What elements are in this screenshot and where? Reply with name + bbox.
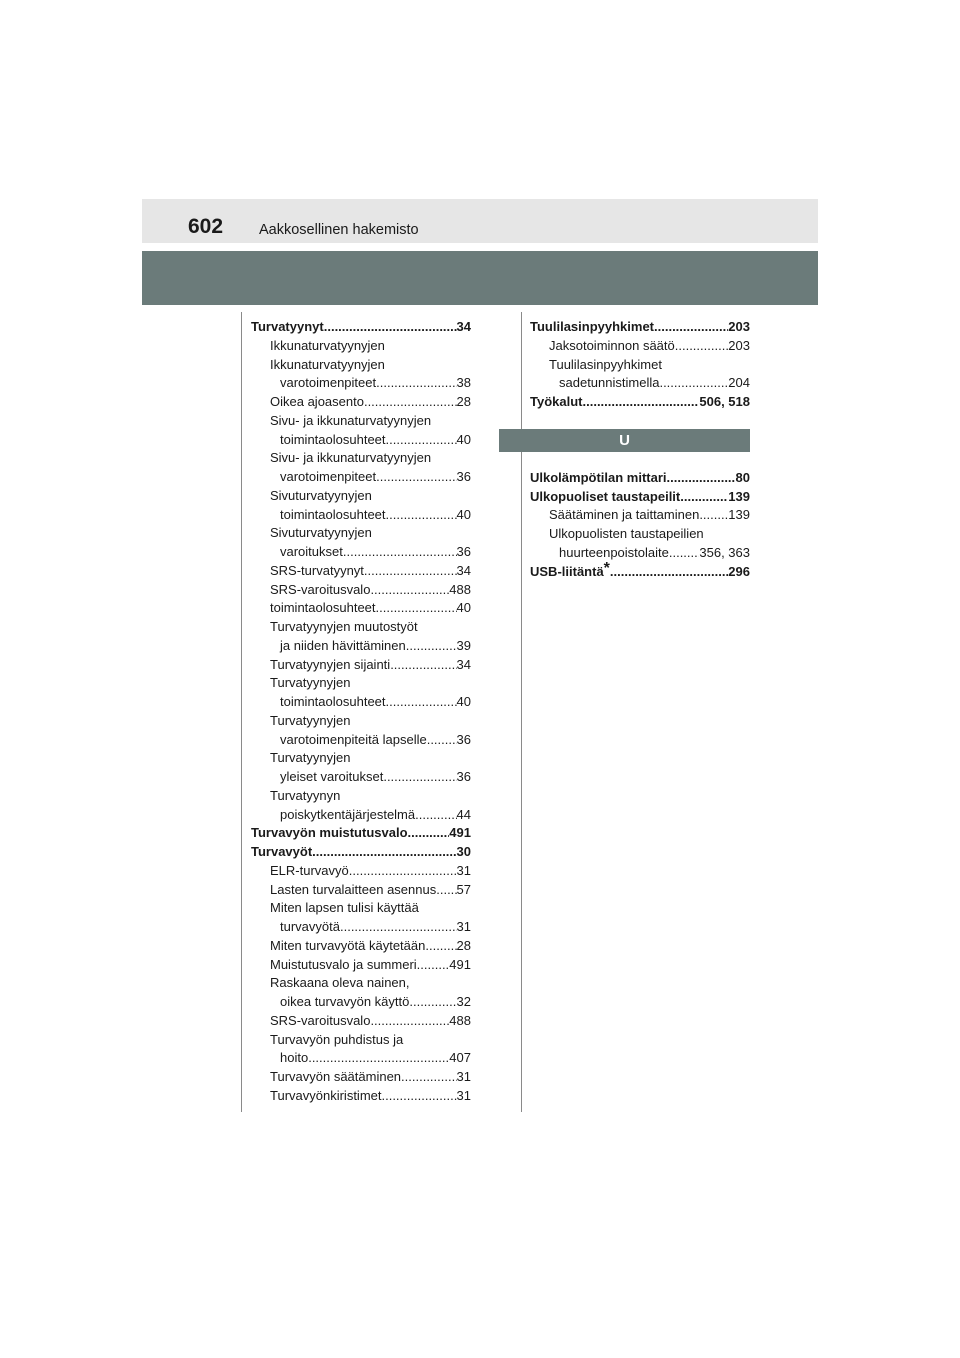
index-term: Turvatyynyjen muutostyöt [270, 619, 418, 634]
dot-leader [390, 656, 456, 675]
index-entry [251, 487, 471, 506]
page-reference: 40 [456, 431, 471, 447]
index-term: Jaksotoiminnon säätö [549, 337, 675, 353]
running-head-title: Aakkosellinen hakemisto [259, 222, 419, 238]
index-entry [251, 524, 471, 543]
dot-leader [417, 956, 450, 975]
index-entry [530, 544, 750, 563]
index-entry [251, 618, 471, 637]
index-term: Tuulilasinpyyhkimet [530, 319, 655, 334]
index-entry [251, 1049, 471, 1068]
dot-leader [376, 468, 456, 487]
index-entry [251, 562, 471, 581]
page-reference: 31 [456, 862, 471, 878]
index-entry [251, 1031, 471, 1050]
index-term: varotoimenpiteitä lapselle [280, 731, 427, 747]
dot-leader [415, 806, 456, 825]
index-term: Miten lapsen tulisi käyttää [270, 900, 419, 916]
index-entry [251, 806, 471, 825]
index-entry [251, 824, 471, 843]
index-term: ELR-turvavyö [270, 862, 349, 878]
dot-leader [386, 431, 457, 450]
index-term: sadetunnistimella [559, 375, 660, 391]
index-term: varotoimenpiteet [280, 469, 377, 484]
page-reference: 39 [456, 637, 471, 653]
index-column-right [530, 318, 750, 581]
index-term: Turvatyynyjen [270, 675, 351, 691]
index-entry [251, 393, 471, 412]
index-entry [251, 956, 471, 975]
index-column-left [251, 318, 471, 1106]
page-reference: 491 [449, 825, 471, 841]
index-entry [251, 337, 471, 356]
index-entry [251, 787, 471, 806]
page-reference: 488 [449, 581, 471, 597]
index-term: Turvatyynyjen sijainti [270, 656, 391, 672]
page-reference: 38 [456, 375, 471, 391]
index-entry [251, 468, 471, 487]
header-bar [142, 251, 818, 305]
index-term: Turvatyynyt [251, 319, 324, 334]
index-entry [251, 993, 471, 1012]
index-entry [251, 599, 471, 618]
index-entry [530, 318, 750, 337]
page-reference: 506, 518 [699, 394, 750, 409]
index-term: toimintaolosuhteet [280, 431, 386, 447]
page-reference: 57 [456, 881, 471, 897]
index-entry [530, 337, 750, 356]
index-entry [251, 506, 471, 525]
running-head-band [142, 199, 818, 243]
page-reference: 356, 363 [699, 544, 750, 560]
index-term: SRS-varoitusvalo [270, 1012, 371, 1028]
page-reference: 80 [735, 469, 750, 485]
index-term: Sivu- ja ikkunaturvatyynyjen [270, 450, 432, 466]
page-reference: 40 [456, 600, 471, 616]
index-entry [251, 1068, 471, 1087]
dot-leader [406, 637, 457, 656]
index-term: poiskytkentäjärjestelmä [280, 806, 416, 822]
dot-leader [364, 562, 457, 581]
dot-leader [401, 1068, 457, 1087]
page-reference: 203 [728, 319, 750, 334]
dot-leader [409, 993, 456, 1012]
dot-leader [675, 337, 729, 356]
dot-leader [436, 881, 456, 900]
left-column-rule [241, 312, 242, 1112]
index-term: USB-liitäntä [530, 563, 604, 579]
dot-leader [680, 488, 728, 507]
page-reference: 34 [456, 562, 471, 578]
index-term: Työkalut [530, 394, 583, 409]
page-reference: 491 [449, 956, 471, 972]
dot-leader [381, 1087, 456, 1106]
index-entry [251, 431, 471, 450]
dot-leader [308, 1049, 449, 1068]
footnote-marker: * [603, 559, 610, 577]
page-reference: 296 [728, 563, 750, 579]
index-group-t [530, 318, 750, 412]
index-term: Säätäminen ja taittaminen [549, 507, 700, 523]
index-term: yleiset varoitukset [280, 769, 384, 784]
index-term: Tuulilasinpyyhkimet [549, 356, 662, 372]
index-entry [530, 488, 750, 507]
index-entry [251, 374, 471, 393]
dot-leader [383, 768, 456, 787]
index-term: Turvavyöt [251, 844, 313, 859]
page-reference: 28 [456, 394, 471, 409]
index-term: Ikkunaturvatyynyjen [270, 356, 385, 372]
section-letter-bar: U [499, 429, 750, 452]
index-entry [251, 843, 471, 862]
index-term: Muistutusvalo ja summeri [270, 956, 417, 972]
page-reference: 44 [456, 806, 471, 822]
index-entry [251, 712, 471, 731]
index-term: Turvatyynyn [270, 787, 341, 803]
index-term: Sivuturvatyynyjen [270, 487, 372, 503]
index-entry [530, 469, 750, 488]
index-entry [251, 656, 471, 675]
dot-leader [386, 506, 457, 525]
index-term: Turvavyön muistutusvalo [251, 825, 408, 841]
index-term: toimintaolosuhteet [280, 506, 386, 522]
page-reference: 31 [456, 919, 471, 934]
index-term: Miten turvavyötä käytetään [270, 937, 426, 953]
dot-leader [425, 937, 456, 956]
index-entry [251, 412, 471, 431]
dot-leader [583, 393, 700, 412]
dot-leader [669, 544, 700, 563]
dot-leader [376, 599, 457, 618]
index-term: Ulkopuoliset taustapeilit [530, 488, 681, 504]
index-term: Ulkolämpötilan mittari [530, 469, 667, 485]
page-reference: 28 [456, 937, 471, 953]
index-entry [530, 393, 750, 412]
dot-leader [370, 1012, 449, 1031]
dot-leader [343, 543, 457, 562]
dot-leader [349, 862, 457, 881]
index-entry [251, 899, 471, 918]
index-entry [251, 356, 471, 375]
dot-leader [370, 581, 449, 600]
page-reference: 34 [456, 656, 471, 672]
index-entry [251, 1012, 471, 1031]
index-entry [251, 674, 471, 693]
index-group-u [530, 469, 750, 582]
page-reference: 139 [728, 488, 750, 504]
page-reference: 139 [728, 507, 750, 523]
dot-leader [376, 374, 456, 393]
index-term: varoitukset [280, 544, 343, 559]
index-entry [530, 559, 750, 582]
page-reference: 36 [456, 469, 471, 484]
index-entry [251, 918, 471, 937]
index-entry [251, 693, 471, 712]
index-term: Turvatyynyjen [270, 750, 351, 766]
dot-leader [654, 318, 728, 337]
page-number: 602 [188, 215, 224, 238]
index-entry [251, 543, 471, 562]
index-entry [251, 768, 471, 787]
index-term: huurteenpoistolaite [559, 544, 669, 560]
dot-leader [408, 824, 450, 843]
index-entry [251, 318, 471, 337]
page-reference: 36 [456, 544, 471, 559]
index-term: Turvavyön puhdistus ja [270, 1031, 404, 1047]
index-term: SRS-turvatyynyt [270, 562, 364, 578]
index-term: toimintaolosuhteet [270, 600, 376, 616]
dot-leader [312, 843, 456, 862]
page-reference: 31 [456, 1069, 471, 1084]
page-reference: 36 [456, 769, 471, 784]
index-term: varotoimenpiteet [280, 375, 377, 391]
dot-leader [386, 693, 457, 712]
dot-leader [340, 918, 457, 937]
page-reference: 31 [456, 1087, 471, 1103]
index-entry [251, 862, 471, 881]
index-term: Ikkunaturvatyynyjen [270, 337, 385, 353]
index-term: Turvavyönkiristimet [270, 1087, 382, 1103]
index-term: Sivuturvatyynyjen [270, 525, 372, 541]
index-term: ja niiden hävittäminen [280, 637, 406, 653]
page-reference: 204 [728, 375, 750, 391]
index-term: Turvatyynyjen [270, 712, 351, 728]
page-reference: 36 [456, 731, 471, 747]
index-term: Raskaana oleva nainen, [270, 975, 410, 991]
page-reference: 32 [456, 994, 471, 1009]
index-term: hoito [280, 1050, 309, 1066]
page-reference: 40 [456, 694, 471, 709]
index-term: Turvavyön säätäminen [270, 1069, 402, 1084]
index-entry [251, 881, 471, 900]
dot-leader [364, 393, 457, 412]
index-entry [251, 731, 471, 750]
index-term: Sivu- ja ikkunaturvatyynyjen [270, 412, 432, 428]
index-entry [530, 374, 750, 393]
page-reference: 34 [456, 319, 471, 334]
dot-leader [699, 506, 728, 525]
index-entry [251, 974, 471, 993]
index-term: oikea turvavyön käyttö [280, 994, 410, 1009]
index-entry [530, 525, 750, 544]
index-term: toimintaolosuhteet [280, 694, 386, 709]
page-reference: 203 [728, 337, 750, 353]
page-reference: 30 [456, 844, 471, 859]
index-term: SRS-varoitusvalo [270, 581, 371, 597]
dot-leader [324, 318, 457, 337]
index-term: Ulkopuolisten taustapeilien [549, 526, 704, 541]
dot-leader [659, 374, 728, 393]
page-reference: 407 [449, 1050, 471, 1066]
index-term: Oikea ajoasento [270, 394, 364, 409]
dot-leader [610, 563, 728, 582]
page-reference: 488 [449, 1012, 471, 1028]
index-term: turvavyötä [280, 919, 340, 934]
dot-leader [667, 469, 736, 488]
index-entry [251, 449, 471, 468]
index-entry [530, 356, 750, 375]
index-entry [251, 937, 471, 956]
page-reference: 40 [456, 506, 471, 522]
index-term: Lasten turvalaitteen asennus [270, 881, 437, 897]
index-entry [251, 749, 471, 768]
index-entry [251, 581, 471, 600]
index-entry [251, 637, 471, 656]
index-entry [530, 506, 750, 525]
dot-leader [427, 731, 457, 750]
index-entry [251, 1087, 471, 1106]
